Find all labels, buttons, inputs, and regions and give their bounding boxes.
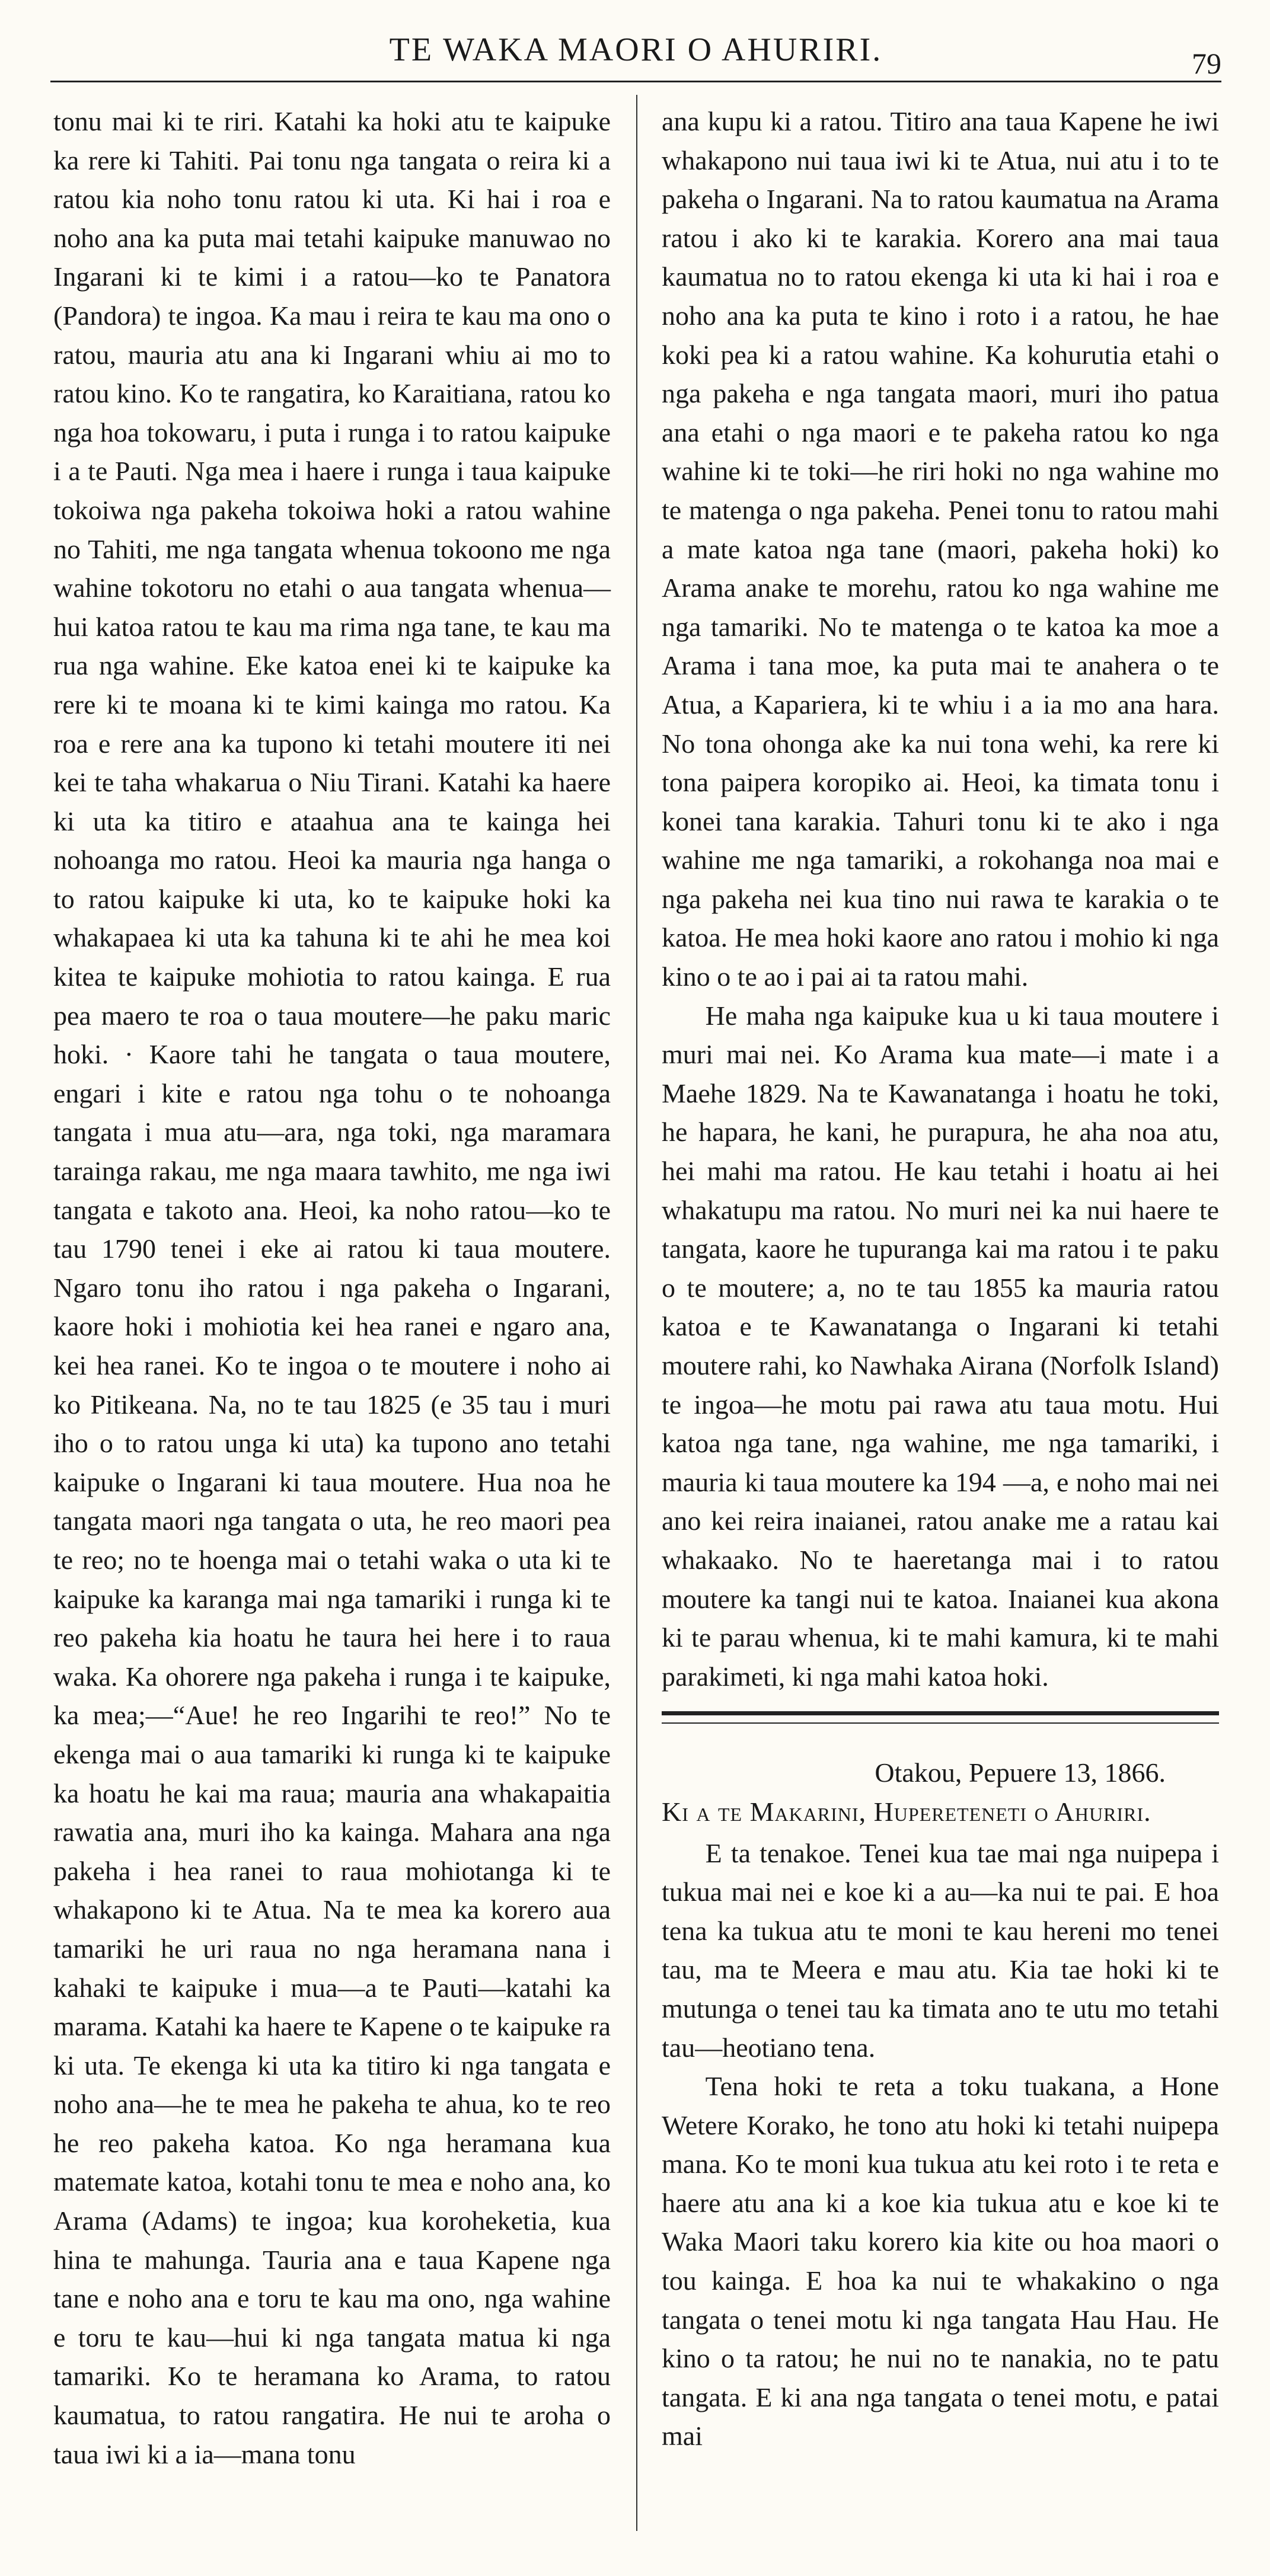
letter-paragraph: Tena hoki te reta a toku tuakana, a Hone Wetere Korako, he tono atu hoki ki tetahi nuipepa mana. Ko te moni kua tukua atu kei roto i te reta e haere atu ana ki a koe kia tukua atu e koe ki te Waka Maori taku korero kia kite ou hoa maori o tou kainga. E hoa ka nui te whakakino o nga tangata o tenei motu ki nga tangata Hau Hau. He kino o ta ratou; he nui no te nanakia, no te patu tangata. E ki ana nga tangata o tenei motu, e patai mai xyxy=(662,2071,1219,2452)
header-rule xyxy=(50,81,1221,82)
letter-dateline: Otakou, Pepuere 13, 1866. xyxy=(875,1757,1166,1788)
column-divider xyxy=(636,95,637,2531)
left-column xyxy=(53,102,611,2473)
page-header xyxy=(50,31,1221,88)
page-number: 79 xyxy=(1192,47,1221,80)
letter xyxy=(662,1753,1219,2456)
body-paragraph: ana kupu ki a ratou. Titiro ana taua Kapene he iwi whakapono nui taua iwi ki te Atua, nui atu i to te pakeha o Ingarani. Na to ratou kaumatua na Arama ratou i ako ki te karakia. Korero ana mai taua kaumatua no to ratou ekenga ki uta ki hai i roa e noho ana ka puta te kino i roto i a ratou, he hae koki pea ki a ratou wahine. Ka kohurutia etahi o nga pakeha e nga tangata maori, muri iho patua ana etahi o nga maori e te pakeha ratou ko nga wahine ki te toki—he riri hoki no nga wahine mo te matenga o nga pakeha. Penei tonu to ratou mahi a mate katoa nga tane (maori, pakeha hoki) ko Arama anake te morehu, ratou ko nga wahine me nga tamariki. No te matenga o te katoa ka moe a Arama i tana moe, ka puta mai te anahera o te Atua, a Kapariera, ki te whiu i a ia mo ana hara. No tona ohonga ake ka nui tona wehi, ka rere ki tona paipera koropiko ai. Heoi, ka timata tonu i konei tana karakia. Tahuri tonu ki te ako i nga wahine me nga tamariki, a rokohanga noa mai e nga pakeha nei kua tino nui rawa te karakia o te katoa. He mea hoki kaore ano ratou i mohio ki nga kino o te ao i pai ai ta ratou mahi. xyxy=(662,106,1219,992)
right-column xyxy=(662,102,1219,2456)
letter-paragraph: E ta tenakoe. Tenei kua tae mai nga nuipepa i tukua mai nei e koe ki a au—ka nui te pai. E hoa tena ka tukua atu te moni te kau hereni mo tenei tau, ma te Meera e mau atu. Kia tae hoki ki te mutunga o tenei tau ka timata ano te utu mo tetahi tau—heotiano tena. xyxy=(662,1837,1219,2063)
body-paragraph: tonu mai ki te riri. Katahi ka hoki atu te kaipuke ka rere ki Tahiti. Pai tonu nga tangata o reira ki a ratou kia noho tonu ratou ki uta. Ki hai i roa e noho ana ka puta mai tetahi kaipuke manuwao no Ingarani ki te kimi i a ratou—ko te Panatora (Pandora) te ingoa. Ka mau i reira te kau ma ono o ratou, mauria atu ana ki Ingarani whiu ai mo to ratou kino. Ko te rangatira, ko Karaitiana, ratou ko nga hoa tokowaru, i puta i runga i to ratou kaipuke i a te Pauti. Nga mea i haere i runga i taua kaipuke tokoiwa nga pakeha tokoiwa hoki a ratou wahine no Tahiti, me nga tangata whenua tokoono me nga wahine tokotoru no etahi o aua tangata whenua—hui katoa ratou te kau ma rima nga tane, te kau ma rua nga wahine. Eke katoa enei ki te kaipuke ka rere ki te moana ki te kimi kainga mo ratou. Ka roa e rere ana ka tupono ki tetahi moutere iti nei kei te taha whakarua o Niu Tirani. Katahi ka haere ki uta ka titiro e ataahua ana te kainga hei nohoanga mo ratou. Heoi ka mauria nga hanga o to ratou kaipuke ki uta, ko te kaipuke hoki ka whakapaea ki uta ka tahuna ki te ahi he mea koi kitea te kaipuke mohiotia to ratou kainga. E rua pea maero te roa o taua moutere—he paku maric hoki. · Kaore tahi he tangata o taua moutere, engari i kite e ratou nga tohu o te nohoanga tangata i mua atu—ara, nga toki, nga maramara tarainga rakau, me nga maara tawhito, me nga iwi tangata e takoto ana. Heoi, ka noho ratou—ko te tau 1790 tenei i eke ai ratou ki taua moutere. Ngaro tonu iho ratou i nga pakeha o Ingarani, kaore hoki i mohiotia kei hea ranei e ngaro ana, kei hea ranei. Ko te ingoa o te moutere i noho ai ko Pitikeana. Na, no te tau 1825 (e 35 tau i muri iho o to ratou unga ki uta) ka tupono ano tetahi kaipuke o Ingarani ki taua moutere. Hua noa he tangata maori nga tangata o uta, he reo maori pea te reo; no te hoenga mai o tetahi waka o uta ki te kaipuke ka karanga mai nga tamariki i runga ki te reo pakeha kia hoatu he taura hei here i to raua waka. Ka ohorere nga pakeha i runga i te kaipuke, ka mea;—“Aue! he reo Ingarihi te reo!” No te ekenga mai o aua tamariki ki runga ki te kaipuke ka hoatu he kai ma raua; mauria ana whakapaitia rawatia ana, muri iho ka kainga. Mahara ana nga pakeha i hea ranei to raua mohiotanga ki te whakapono ki te Atua. Na te mea ka korero aua tamariki he uri raua no nga heramana nana i kahaki te kaipuke i mua—a te Pauti—katahi ka marama. Katahi ka haere te Kapene o te kaipuke ra ki uta. Te ekenga ki uta ka titiro ki nga tangata e noho ana—he te mea he pakeha te ahua, ko te reo he reo pakeha katoa. Ko nga heramana kua matemate katoa, kotahi tonu te mea e noho ana, ko Arama (Adams) te ingoa; kua koroheketia, kua hina te mahunga. Tauria ana e taua Kapene nga tane e noho ana e toru te kau ma ono, nga wahine e toru te kau—hui ki nga tangata matua ki nga tamariki. Ko te heramana ko Arama, to ratou kaumatua, to ratou rangatira. He nui te aroha o taua iwi ki a ia—mana tonu xyxy=(53,106,611,2469)
body-paragraph: He maha nga kaipuke kua u ki taua moutere i muri mai nei. Ko Arama kua mate—i mate i a Maehe 1829. Na te Kawanatanga i hoatu he toki, he hapara, he kani, he purapura, he aha noa atu, hei mahi ma ratou. He kau tetahi i hoatu ai hei whakatupu ma ratou. No muri nei ka nui haere te tangata, kaore he tupuranga kai ma ratou i te paku o te moutere; a, no te tau 1855 ka mauria ratou katoa e te Kawanatanga o Ingarani ki tetahi moutere rahi, ko Nawhaka Airana (Norfolk Island) te ingoa—he motu pai rawa atu taua motu. Hui katoa nga tane, nga wahine, me nga tamariki, i mauria ki taua moutere ka 194 —a, e noho mai nei ano kei reira inaianei, ratou anake me a ratau kai whakaako. No te haeretanga mai i to ratou moutere ka tangi nui te katoa. Inaianei kua akona ki te parau whenua, ki te mahi kamura, ki te mahi parakimeti, ki nga mahi katoa hoki. xyxy=(662,1000,1219,1692)
running-title: TE WAKA MAORI O AHURIRI. xyxy=(389,31,883,68)
letter-salutation: Ki a te Makarini, Hupereteneti o Ahuriri. xyxy=(662,1796,1151,1827)
story-end-rule xyxy=(662,1711,1219,1724)
